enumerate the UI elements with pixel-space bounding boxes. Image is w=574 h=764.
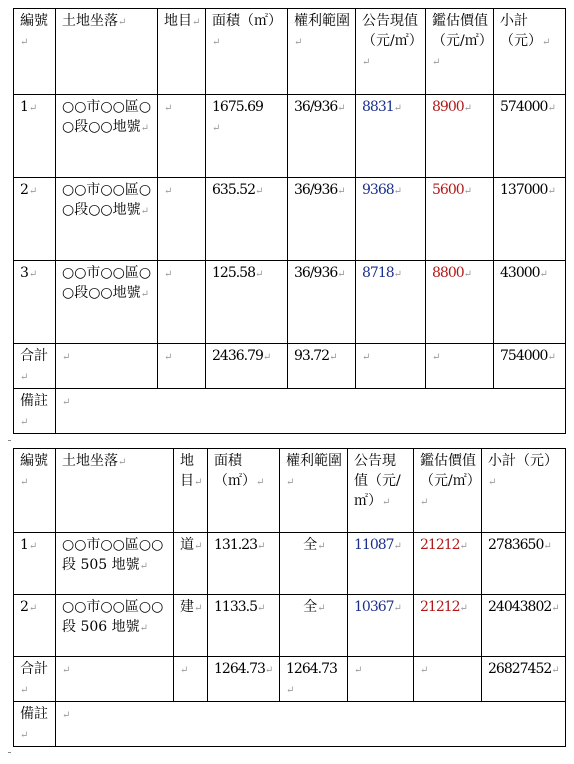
- land-table-1: [13, 8, 566, 434]
- paragraph-divider: [8, 440, 10, 442]
- cell-category: ↵: [158, 95, 206, 178]
- cell-subtotal: 2783650↵: [482, 533, 566, 595]
- total-subtotal: 26827452↵: [482, 657, 566, 702]
- cell-location: ○○市○○區○○段 505 地號↵: [56, 533, 174, 595]
- cell-location: ○○市○○區○○段○○地號↵: [56, 178, 158, 261]
- cell-area: 635.52↵: [206, 178, 288, 261]
- header-no: 編號↵: [14, 9, 56, 95]
- header-row: [14, 449, 566, 533]
- table-row: [14, 178, 566, 261]
- cell-announced-value: 10367↵: [348, 595, 414, 657]
- total-row: [14, 344, 566, 389]
- cell-appraised-value: 21212↵: [414, 533, 482, 595]
- land-table-2: [13, 448, 566, 747]
- cell-category: 道↵: [174, 533, 208, 595]
- header-location: 土地坐落↵: [56, 9, 158, 95]
- header-area: 面積（㎡）↵: [206, 9, 288, 95]
- cell-announced-value: ↵: [356, 344, 426, 389]
- paragraph-divider: [8, 752, 10, 754]
- header-appraised-value: 鑑估價值（元/㎡）↵: [414, 449, 482, 533]
- header-area: 面積（㎡）↵: [208, 449, 280, 533]
- cell-category: ↵: [174, 657, 208, 702]
- cell-category: ↵: [158, 261, 206, 344]
- cell-subtotal: 137000↵: [494, 178, 566, 261]
- header-location: 土地坐落↵: [56, 449, 174, 533]
- note-value: ↵: [56, 702, 566, 747]
- header-row: [14, 9, 566, 95]
- note-value: ↵: [56, 389, 566, 434]
- header-rights: 權利範圍↵: [280, 449, 348, 533]
- note-label: 備註↵: [14, 389, 56, 434]
- header-appraised-value: 鑑估價值（元/㎡）↵: [426, 9, 494, 95]
- cell-announced-value: 9368↵: [356, 178, 426, 261]
- cell-rights: 36/936↵: [288, 178, 356, 261]
- table-row: [14, 261, 566, 344]
- cell-appraised-value: ↵: [414, 657, 482, 702]
- cell-announced-value: ↵: [348, 657, 414, 702]
- cell-category: ↵: [158, 344, 206, 389]
- note-row: [14, 389, 566, 434]
- cell-rights: 36/936↵: [288, 95, 356, 178]
- header-announced-value: 公告現值（元/㎡）↵: [348, 449, 414, 533]
- cell-category: 建↵: [174, 595, 208, 657]
- header-subtotal: 小計（元）↵: [494, 9, 566, 95]
- header-category: 地目↵: [174, 449, 208, 533]
- header-subtotal: 小計（元）↵: [482, 449, 566, 533]
- cell-announced-value: 8718↵: [356, 261, 426, 344]
- total-area: 2436.79↵: [206, 344, 288, 389]
- note-row: [14, 702, 566, 747]
- cell-location: ○○市○○區○○段○○地號↵: [56, 261, 158, 344]
- cell-location: ↵: [56, 344, 158, 389]
- header-announced-value: 公告現值（元/㎡）↵: [356, 9, 426, 95]
- cell-appraised-value: ↵: [426, 344, 494, 389]
- cell-rights: 全↵: [280, 533, 348, 595]
- cell-area: 1133.5↵: [208, 595, 280, 657]
- header-no: 編號↵: [14, 449, 56, 533]
- cell-appraised-value: 8800↵: [426, 261, 494, 344]
- cell-no: 3↵: [14, 261, 56, 344]
- cell-rights: 全↵: [280, 595, 348, 657]
- cell-no: 2↵: [14, 178, 56, 261]
- cell-category: ↵: [158, 178, 206, 261]
- cell-no: 1↵: [14, 95, 56, 178]
- cell-area: 125.58↵: [206, 261, 288, 344]
- cell-location: ○○市○○區○○段 506 地號↵: [56, 595, 174, 657]
- cell-announced-value: 11087↵: [348, 533, 414, 595]
- total-label: 合計↵: [14, 657, 56, 702]
- total-area: 1264.73↵: [208, 657, 280, 702]
- header-category: 地目↵: [158, 9, 206, 95]
- cell-announced-value: 8831↵: [356, 95, 426, 178]
- cell-subtotal: 43000↵: [494, 261, 566, 344]
- table-row: [14, 533, 566, 595]
- note-label: 備註↵: [14, 702, 56, 747]
- cell-location: ↵: [56, 657, 174, 702]
- cell-appraised-value: 5600↵: [426, 178, 494, 261]
- total-rights: 1264.73↵: [280, 657, 348, 702]
- table-row: [14, 595, 566, 657]
- cell-subtotal: 24043802↵: [482, 595, 566, 657]
- cell-location: ○○市○○區○○段○○地號↵: [56, 95, 158, 178]
- cell-area: 131.23↵: [208, 533, 280, 595]
- cell-no: 1↵: [14, 533, 56, 595]
- cell-subtotal: 574000↵: [494, 95, 566, 178]
- cell-rights: 36/936↵: [288, 261, 356, 344]
- cell-appraised-value: 21212↵: [414, 595, 482, 657]
- total-row: [14, 657, 566, 702]
- cell-area: 1675.69 ↵: [206, 95, 288, 178]
- total-subtotal: 754000↵: [494, 344, 566, 389]
- total-label: 合計↵: [14, 344, 56, 389]
- table-row: [14, 95, 566, 178]
- cell-appraised-value: 8900↵: [426, 95, 494, 178]
- cell-no: 2↵: [14, 595, 56, 657]
- header-rights: 權利範圍↵: [288, 9, 356, 95]
- total-rights: 93.72↵: [288, 344, 356, 389]
